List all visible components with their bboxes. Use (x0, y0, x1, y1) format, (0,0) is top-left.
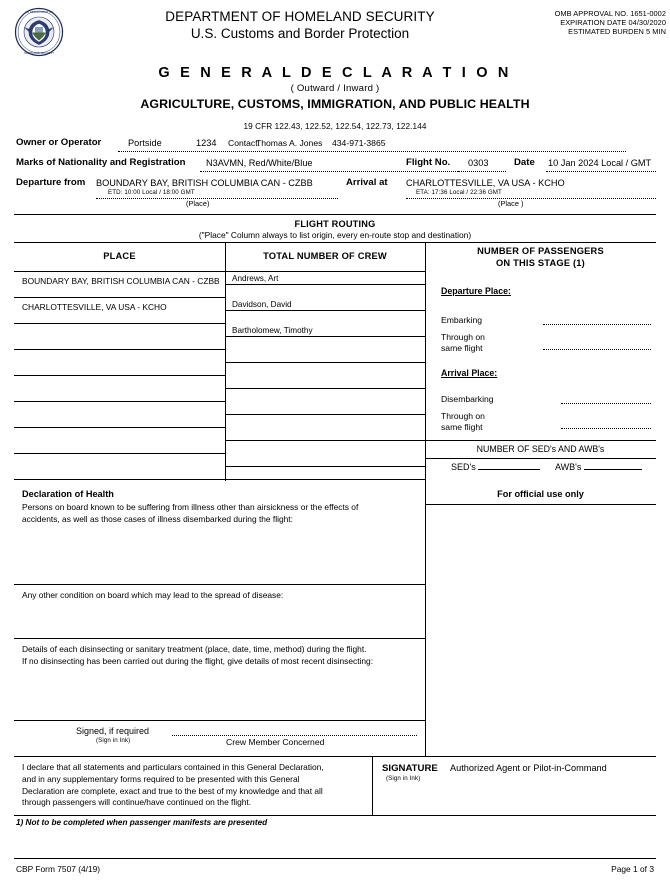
disembarking-label: Disembarking (441, 394, 494, 404)
embarking-underline (543, 324, 651, 325)
signed-sign-in-ink-note: (Sign in Ink) (96, 737, 131, 744)
departure-arrival-row (0, 174, 670, 208)
owner-operator-label: Owner or Operator (16, 137, 102, 148)
sed-field[interactable] (451, 462, 540, 472)
departure-from-label: Departure from (16, 177, 86, 188)
flight-no-label: Flight No. (406, 157, 451, 168)
awb-field[interactable] (555, 462, 642, 472)
arrival-place-header: Arrival Place: (441, 368, 498, 378)
departure-place-header: Departure Place: (441, 286, 511, 296)
date-label: Date (514, 157, 535, 168)
agency-titles (120, 8, 480, 42)
agency-name-line1: DEPARTMENT OF HOMELAND SECURITY (165, 9, 435, 24)
departure-through-label-line2: same flight (441, 343, 483, 353)
arrival-through-label-line2: same flight (441, 422, 483, 432)
sed-awb-mid-rule (425, 458, 656, 459)
arrival-place-caption: (Place ) (498, 199, 524, 208)
column-header-passengers-line1: NUMBER OF PASSENGERS (477, 246, 604, 256)
embarking-label: Embarking (441, 315, 483, 325)
health-section-rule-3 (14, 720, 425, 721)
official-use-area[interactable] (433, 510, 648, 750)
table-row-place[interactable]: CHARLOTTESVILLE, VA USA - KCHO (22, 302, 167, 312)
table-row-place[interactable]: BOUNDARY BAY, BRITISH COLUMBIA CAN - CZBB (22, 276, 220, 286)
owner-operator-value[interactable]: Portside (128, 138, 162, 148)
declaration-of-health-title: Declaration of Health (22, 489, 114, 499)
owner-operator-number[interactable]: 1234 (196, 138, 217, 148)
signature-sign-in-ink-note: (Sign in Ink) (386, 775, 421, 782)
awb-value[interactable] (584, 469, 642, 470)
signature-block (372, 756, 656, 816)
flight-routing-heading (14, 218, 656, 241)
footer-rule (14, 858, 656, 859)
column-header-place: PLACE (103, 251, 136, 261)
table-header-rule (14, 271, 425, 272)
crew-row-rule (225, 362, 425, 363)
contact-name[interactable]: Thomas A. Jones (256, 138, 323, 148)
departure-place-value[interactable]: BOUNDARY BAY, BRITISH COLUMBIA CAN - CZBB (96, 178, 313, 188)
flight-routing-title: FLIGHT ROUTING (294, 219, 376, 229)
departure-through-underline (543, 349, 651, 350)
column-header-crew: TOTAL NUMBER OF CREW (263, 251, 387, 261)
page-header (0, 0, 670, 62)
owner-operator-row (0, 134, 670, 154)
declaration-statement-line1: I declare that all statements and particulars contained in this General Declaration, (22, 762, 324, 772)
form-identifier: CBP Form 7507 (4/19) (16, 864, 101, 874)
flight-routing-table (14, 242, 656, 480)
arrival-through-label-line1: Through on (441, 411, 485, 421)
departure-underline (96, 198, 338, 199)
sed-awb-title: NUMBER OF SED's AND AWB's (476, 444, 605, 454)
etd-value: ETD: 10:00 Local / 18:00 GMT (108, 189, 195, 196)
omb-approval-no: OMB APPROVAL NO. 1651-0002 (554, 9, 666, 18)
agency-name-line2: U.S. Customs and Border Protection (190, 26, 410, 41)
flight-no-underline (458, 171, 506, 172)
disinsecting-question (22, 644, 426, 667)
arrival-underline (406, 198, 656, 199)
declaration-statement-line4: through passengers will continue/have continued on the flight. (22, 797, 252, 808)
title-scope: AGRICULTURE, CUSTOMS, IMMIGRATION, AND PUBLIC HEALTH (140, 97, 530, 111)
arrival-through-underline (561, 428, 651, 429)
departure-through-label-line1: Through on (441, 332, 485, 342)
form-title-block (0, 64, 670, 133)
omb-estimated-burden: ESTIMATED BURDEN 5 MIN (568, 27, 666, 37)
marks-registration-row (0, 154, 670, 174)
place-row-rule (14, 427, 225, 428)
arrival-at-label: Arrival at (346, 177, 388, 188)
sed-value[interactable] (478, 469, 540, 470)
crew-row-rule (225, 310, 425, 311)
contact-phone[interactable]: 434-971-3865 (332, 138, 386, 148)
crew-row-rule (225, 466, 425, 467)
table-row-crew[interactable]: Bartholomew, Timothy (232, 326, 313, 335)
eta-value: ETA: 17:36 Local / 22:36 GMT (416, 189, 502, 196)
crew-row-rule (225, 440, 425, 441)
contact-label: Contact: (228, 138, 261, 148)
illness-question-line2: accidents, as well as those cases of illness disembarked during the flight: (22, 513, 293, 524)
dhs-seal-icon (14, 7, 64, 57)
marks-registration-label: Marks of Nationality and Registration (16, 157, 186, 168)
health-section-rule-1 (14, 584, 425, 585)
place-row-rule (14, 375, 225, 376)
cfr-citation: 19 CFR 122.43, 122.52, 122.54, 122.73, 122.144 (243, 122, 427, 131)
declaration-footnote: 1) Not to be completed when passenger manifests are presented (16, 818, 268, 827)
declaration-statement (22, 762, 368, 809)
passenger-counts-section (425, 243, 656, 481)
omb-info (466, 9, 666, 37)
crew-row-rule (225, 284, 425, 285)
page-number: Page 1 of 3 (611, 864, 654, 874)
awb-label: AWB's (555, 462, 582, 472)
disinsecting-question-line1: Details of each disinsecting or sanitary treatment (place, date, time, method) during the flight. (22, 644, 367, 654)
svg-text:US DEPARTMENT OF: US DEPARTMENT OF (25, 10, 53, 14)
crew-row-rule (225, 414, 425, 415)
sed-label: SED's (451, 462, 476, 472)
date-underline (546, 171, 656, 172)
owner-operator-underline (118, 151, 626, 152)
date-value[interactable]: 10 Jan 2024 Local / GMT (548, 158, 652, 168)
illness-question (22, 502, 422, 525)
for-official-use-only-title: For official use only (497, 489, 584, 499)
sed-awb-top-rule (425, 440, 656, 441)
crew-member-concerned-caption: Crew Member Concerned (226, 737, 325, 747)
disinsecting-answer-area[interactable] (22, 672, 418, 720)
declaration-statement-line2: and in any supplementary forms required to be presented with this General (22, 773, 300, 784)
marks-registration-value[interactable]: N3AVMN, Red/White/Blue (206, 158, 313, 168)
marks-registration-underline (200, 171, 500, 172)
signature-label: SIGNATURE (382, 763, 438, 774)
svg-text:HOMELAND SECURITY: HOMELAND SECURITY (23, 51, 55, 55)
crew-row-rule (225, 388, 425, 389)
disembarking-underline (561, 403, 651, 404)
official-use-rule (425, 504, 656, 505)
page-title: G E N E R A L D E C L A R A T I O N (158, 65, 512, 81)
table-row-crew[interactable]: Davidson, David (232, 300, 292, 309)
crew-row-rule (225, 336, 425, 337)
title-subtitle: ( Outward / Inward ) (290, 83, 380, 94)
place-row-rule (14, 453, 225, 454)
final-declaration-section (14, 756, 656, 816)
omb-expiration-date: EXPIRATION DATE 04/30/2020 (560, 18, 666, 28)
place-row-rule (14, 401, 225, 402)
disinsecting-question-line2: If no disinsecting has been carried out during the flight, give details of most recent disinsecting: (22, 655, 374, 666)
signed-if-required-label: Signed, if required (76, 726, 150, 736)
flight-no-value[interactable]: 0303 (468, 158, 489, 168)
illness-question-line1: Persons on board known to be suffering from illness other than airsickness or the effects of (22, 502, 359, 512)
other-condition-answer-area[interactable] (22, 606, 418, 636)
form-fields (0, 134, 670, 208)
place-row-rule (14, 349, 225, 350)
illness-answer-area[interactable] (22, 530, 418, 580)
declaration-statement-line3: Declaration are complete, exact and true to the best of my knowledge and that all (22, 785, 323, 796)
other-condition-question: Any other condition on board which may lead to the spread of disease: (22, 590, 284, 600)
signed-underline (172, 735, 417, 736)
column-header-passengers-line2: ON THIS STAGE (1) (496, 257, 585, 268)
place-row-rule (14, 297, 225, 298)
signature-role-caption: Authorized Agent or Pilot-in-Command (450, 763, 607, 773)
arrival-place-value[interactable]: CHARLOTTESVILLE, VA USA - KCHO (406, 178, 565, 188)
place-row-rule (14, 323, 225, 324)
health-section-rule-2 (14, 638, 425, 639)
departure-place-caption: (Place) (186, 199, 210, 208)
flight-routing-subtitle: ("Place" Column always to list origin, every en-route stop and destination) (198, 230, 472, 240)
table-row-crew[interactable]: Andrews, Art (232, 274, 279, 283)
health-official-divider (425, 480, 426, 756)
